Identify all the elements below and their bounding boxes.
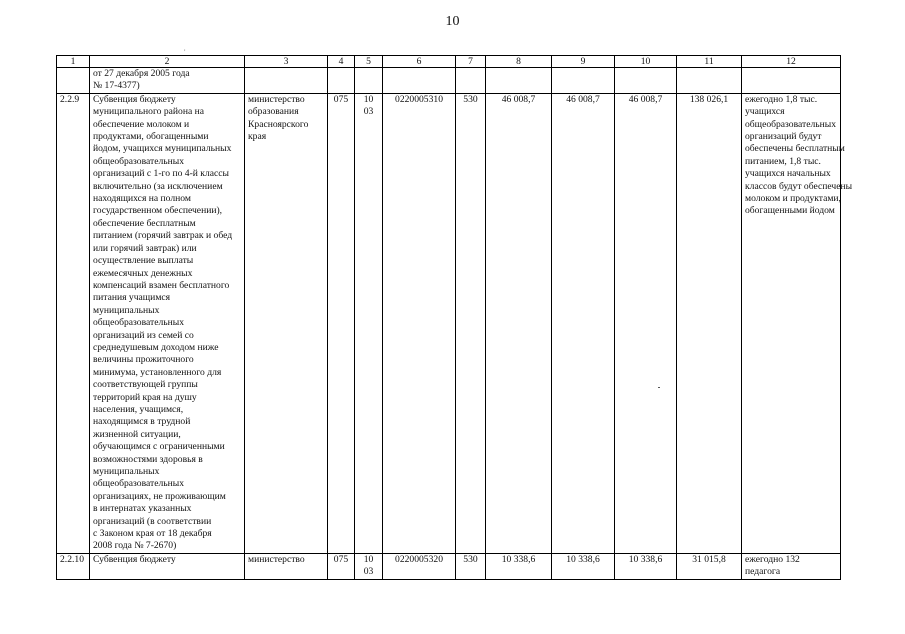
description-line: организаций (в соответствии — [93, 515, 212, 527]
result-line: общеобразовательных — [745, 118, 836, 130]
description-line: общеобразовательных — [93, 478, 184, 490]
result-line: молоком и продуктами, — [745, 193, 841, 205]
description-line: ежемесячных денежных — [93, 267, 193, 279]
cell-col8: 46 008,7 — [486, 93, 552, 553]
description-cell — [90, 93, 245, 553]
description-line: осуществление выплаты — [93, 255, 194, 267]
description-line: включительно (за исключением — [93, 180, 223, 192]
header-cell: 4 — [328, 56, 355, 68]
description-line: питанием (горячий завтрак и обед — [93, 230, 233, 242]
row-number-cell — [57, 68, 90, 94]
description-line: 2008 года № 7-2670) — [93, 540, 177, 552]
description-line: обеспечение бесплатным — [93, 217, 196, 229]
description-line: находящихся на полном — [93, 193, 191, 205]
table-row-2-2-10 — [57, 553, 841, 579]
cell-col11: 31 015,8 — [677, 553, 742, 579]
administrator-cell: министерство — [245, 553, 328, 579]
administrator-line: Красноярского — [248, 118, 309, 130]
result-line: классов будут обеспечены — [745, 180, 853, 192]
row-number-cell: 2.2.10 — [57, 553, 90, 579]
description-line: населения, учащимся, — [93, 403, 184, 415]
description-line: муниципальных — [93, 466, 160, 477]
table-row-2-2-9 — [57, 93, 841, 553]
table-row-continuation — [57, 68, 841, 94]
header-cell: 3 — [245, 56, 328, 68]
header-cell: 8 — [486, 56, 552, 68]
description-line: соответствующей группы — [93, 379, 198, 391]
cell-col7: 530 — [456, 93, 486, 553]
description-line: муниципального района на — [93, 106, 205, 118]
description-line: обучающимся с ограниченными — [93, 441, 225, 453]
description-line: возможностями здоровья в — [93, 453, 203, 465]
cell-col7: 530 — [456, 553, 486, 579]
table-header-row — [57, 56, 841, 68]
description-line: территорий края на душу — [93, 391, 197, 403]
description-line: организациях, не проживающим — [93, 490, 226, 502]
header-cell: 11 — [677, 56, 742, 68]
administrator-line: образования — [248, 106, 299, 118]
description-line: обеспечение молоком и — [93, 118, 190, 130]
description-line: величины прожиточного — [93, 354, 194, 366]
header-cell: 2 — [90, 56, 245, 68]
description-line: от 27 декабря 2005 года — [93, 68, 190, 79]
description-line: организаций с 1-го по 4-й классы — [93, 168, 229, 180]
header-cell: 7 — [456, 56, 486, 68]
description-line: муниципальных — [93, 304, 160, 316]
cell-col9: 46 008,7 — [552, 93, 615, 553]
cell-col9: 10 338,6 — [552, 553, 615, 579]
description-line: минимума, установленного для — [93, 366, 222, 378]
header-cell: 10 — [615, 56, 677, 68]
header-cell: 5 — [355, 56, 383, 68]
description-line: среднедушевым доходом ниже — [93, 341, 219, 353]
cell-col5: 10 03 — [355, 553, 383, 579]
cell-col6: 0220005310 — [383, 93, 456, 553]
description-line: в интернатах указанных — [93, 503, 192, 515]
cell-col11: 138 026,1 — [677, 93, 742, 553]
cell-col8: 10 338,6 — [486, 553, 552, 579]
cell-col6: 0220005320 — [383, 553, 456, 579]
result-line: учащихся — [745, 106, 785, 118]
description-cell: Субвенция бюджету — [90, 553, 245, 579]
header-cell: 6 — [383, 56, 456, 68]
result-line: организаций будут — [745, 131, 822, 143]
header-cell: 12 — [742, 56, 841, 68]
description-line: продуктами, обогащенными — [93, 131, 209, 143]
cell-col10: 46 008,7 — [615, 93, 677, 553]
result-cell — [742, 93, 853, 553]
scan-mark: , — [184, 46, 186, 52]
result-line: обогащенными йодом — [745, 205, 835, 217]
description-cell — [90, 68, 245, 94]
description-line: компенсаций взамен бесплатного — [93, 279, 230, 291]
description-line: находящимся в трудной — [93, 416, 191, 428]
description-line: организаций из семей со — [93, 329, 194, 341]
administrator-cell — [245, 93, 328, 553]
description-line: Субвенция бюджету — [93, 93, 176, 105]
description-line: питания учащимся — [93, 292, 171, 304]
description-line: жизненной ситуации, — [93, 428, 181, 440]
administrator-line: края — [248, 131, 267, 143]
cell-col4: 075 — [328, 553, 355, 579]
budget-table — [56, 55, 853, 580]
cell-col5: 10 03 — [355, 93, 383, 553]
description-line: с Законом края от 18 декабря — [93, 528, 212, 540]
description-line: общеобразовательных — [93, 317, 184, 329]
result-line: питанием, 1,8 тыс. — [745, 155, 821, 167]
result-line: ежегодно 1,8 тыс. — [745, 93, 818, 105]
cell-col4: 075 — [328, 93, 355, 553]
administrator-line: министерство — [248, 93, 305, 105]
page-number: 10 — [445, 14, 460, 29]
description-line: государственном обеспечении), — [93, 205, 223, 217]
result-line: обеспечены бесплатным — [745, 143, 845, 155]
row-number-cell: 2.2.9 — [57, 93, 90, 553]
description-line: или горячий завтрак) или — [93, 242, 197, 254]
description-line: йодом, учащихся муниципальных — [93, 143, 232, 155]
header-cell: 1 — [57, 56, 90, 68]
result-line: учащихся начальных — [745, 168, 831, 180]
cell-col10: 10 338,6 — [615, 553, 677, 579]
description-line: общеобразовательных — [93, 155, 184, 167]
result-cell: ежегодно 132 педагога — [742, 553, 841, 579]
description-line: № 17-4377) — [93, 80, 140, 92]
header-cell: 9 — [552, 56, 615, 68]
